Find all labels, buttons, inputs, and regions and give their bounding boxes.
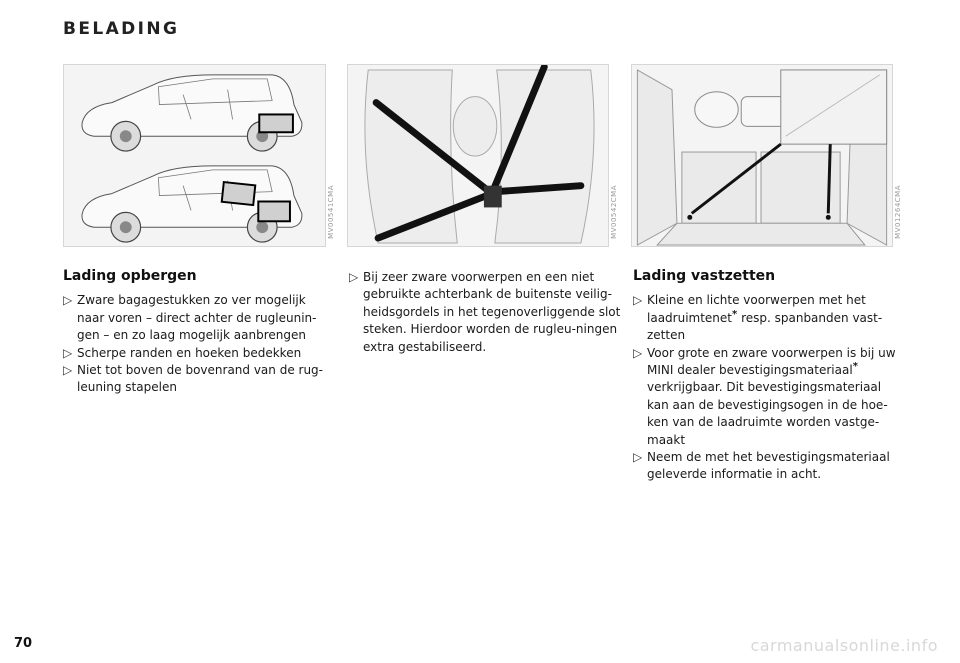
triangle-bullet-icon: ▷ — [633, 345, 643, 360]
list-item-text: Zware bagagestukken zo ver mogelijk naar voren – direct achter de rugleunin-gen – en zo laag mogelijk aanbrengen — [77, 293, 317, 343]
bullet-list — [633, 292, 901, 483]
list-item-text: resp. spanbanden vast-zetten — [647, 310, 883, 343]
page-title: BELADING — [63, 19, 180, 39]
list-item — [63, 292, 336, 344]
figure-code: MV01264CMA — [894, 185, 902, 239]
cargo-area-illustration — [632, 65, 892, 246]
figure-code: MV00541CMA — [327, 185, 335, 239]
list-item — [349, 269, 621, 356]
triangle-bullet-icon: ▷ — [633, 293, 643, 308]
list-item-text: Bij zeer zware voorwerpen en een niet gebruikte achterbank de buitenste veilig-heidsgordels in het tegenoverliggende slot steken. Hierdoor worden de rugleu-ningen extra gestabiliseerd. — [363, 270, 621, 354]
optional-equipment-star-icon: * — [732, 308, 738, 320]
list-item-text: Scherpe randen en hoeken bedekken — [77, 345, 302, 360]
car-side-illustration — [64, 65, 325, 246]
list-item-text: Neem de met het bevestigingsmateriaal geleverde informatie in acht. — [647, 450, 890, 482]
seatbelt-illustration — [348, 65, 608, 246]
bullet-list — [349, 269, 621, 356]
figure-code: MV00542CMA — [610, 185, 618, 239]
section-heading: Lading vastzetten — [633, 268, 776, 284]
section-lading-vastzetten — [633, 268, 901, 484]
list-item — [63, 345, 336, 362]
triangle-bullet-icon: ▷ — [63, 363, 73, 378]
list-item-text: verkrijgbaar. Dit bevestigingsmateriaal kan aan de bevestigingsogen in de hoe-ken van de laadruimte worden vastge-maakt — [647, 380, 888, 447]
cargo-area-figure — [631, 64, 893, 247]
list-item — [63, 362, 336, 397]
triangle-bullet-icon: ▷ — [633, 450, 643, 465]
luggage-placement-figure — [63, 64, 326, 247]
seatbelt-figure — [347, 64, 609, 247]
section-lading-opbergen — [63, 268, 336, 397]
triangle-bullet-icon: ▷ — [63, 345, 73, 360]
list-item-text: Niet tot boven de bovenrand van de rug-leuning stapelen — [77, 363, 324, 395]
page-number: 70 — [14, 636, 33, 651]
section-achterbank — [349, 269, 621, 356]
triangle-bullet-icon: ▷ — [63, 293, 73, 308]
bullet-list — [63, 292, 336, 396]
list-item — [633, 292, 901, 344]
list-item-text: Voor grote en zware voorwerpen is bij uw MINI dealer bevestigingsmateriaal — [647, 345, 896, 378]
section-heading: Lading opbergen — [63, 268, 197, 284]
list-item — [633, 449, 901, 484]
list-item — [633, 345, 901, 449]
optional-equipment-star-icon: * — [852, 361, 858, 373]
watermark: carmanualsonline.info — [750, 636, 938, 655]
triangle-bullet-icon: ▷ — [349, 270, 359, 284]
list-item-text: Kleine en lichte voorwerpen met het laadruimtenet — [647, 293, 866, 325]
